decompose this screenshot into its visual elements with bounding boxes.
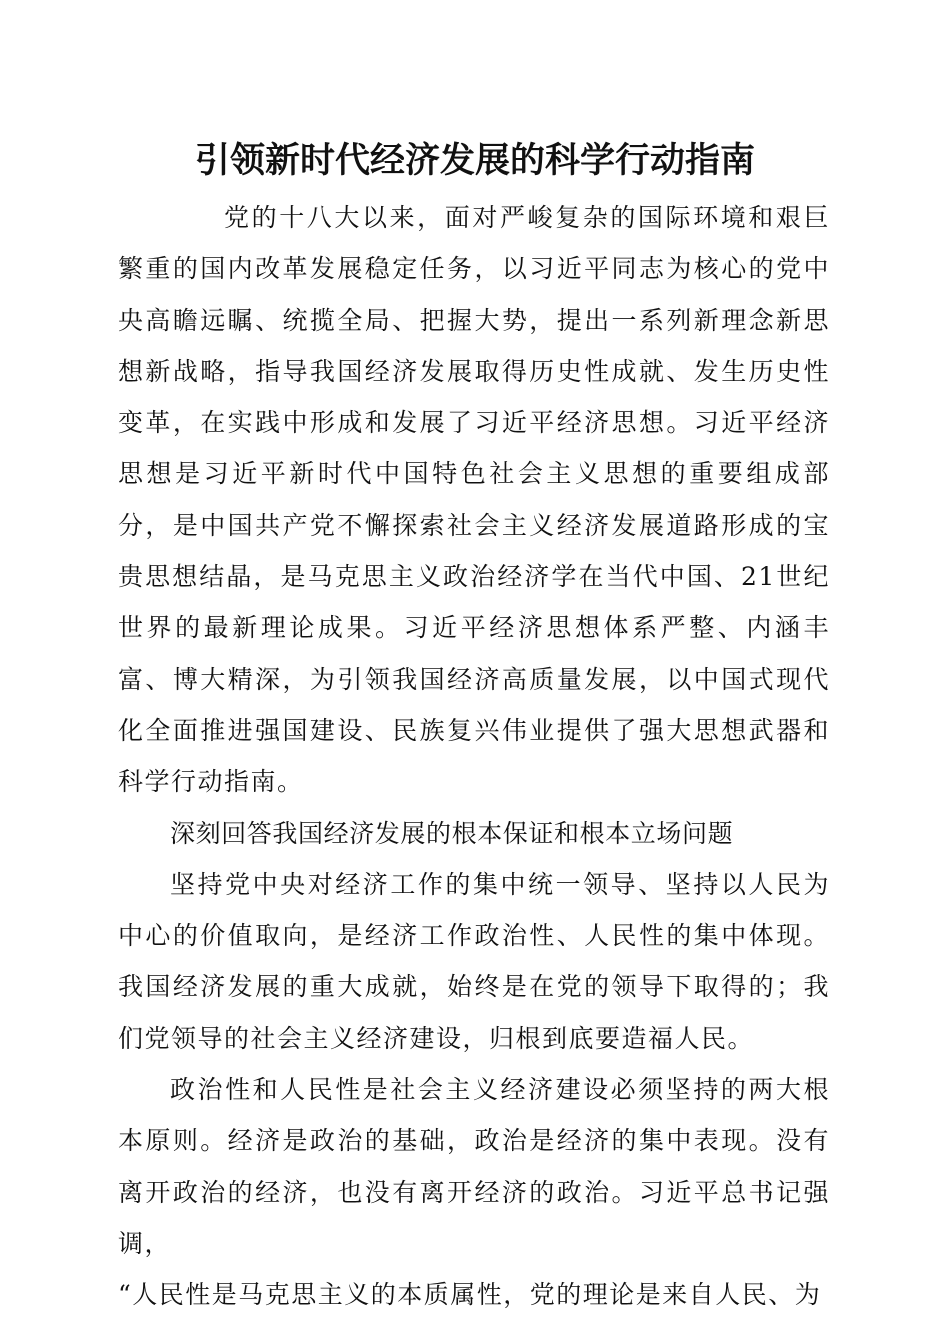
document-body (118, 192, 830, 1321)
document-title: 引领新时代经济发展的科学行动指南 (194, 140, 755, 181)
paragraph-intro: 党的十八大以来，面对严峻复杂的国际环境和艰巨繁重的国内改革发展稳定任务，以习近平同志为核心的党中央高瞻远瞩、统揽全局、把握大势，提出一系列新理念新思想新战略，指导我国经济发展取得历史性成就、发生历史性变革，在实践中形成和发展了习近平经济思想。习近平经济思想是习近平新时代中国特色社会主义思想的重要组成部分，是中国共产党不懈探索社会主义经济发展道路形成的宝贵思想结晶，是马克思主义政治经济学在当代中国、21世纪世界的最新理论成果。习近平经济思想体系严整、内涵丰富、博大精深，为引领我国经济高质量发展，以中国式现代化全面推进强国建设、民族复兴伟业提供了强大思想武器和科学行动指南。 (118, 203, 830, 797)
section-heading: 深刻回答我国经济发展的根本保证和根本立场问题 (170, 818, 734, 848)
paragraph-quote: “人民性是马克思主义的本质属性，党的理论是来自人民、为 (118, 1280, 822, 1310)
paragraph-leadership: 坚持党中央对经济工作的集中统一领导、坚持以人民为中心的价值取向，是经济工作政治性、人民性的集中体现。我国经济发展的重大成就，始终是在党的领导下取得的；我们党领导的社会主义经济建设，归根到底要造福人民。 (118, 869, 830, 1053)
paragraph-principles: 政治性和人民性是社会主义经济建设必须坚持的两大根本原则。经济是政治的基础，政治是经济的集中表现。没有离开政治的经济，也没有离开经济的政治。习近平总书记强调， (118, 1075, 830, 1258)
